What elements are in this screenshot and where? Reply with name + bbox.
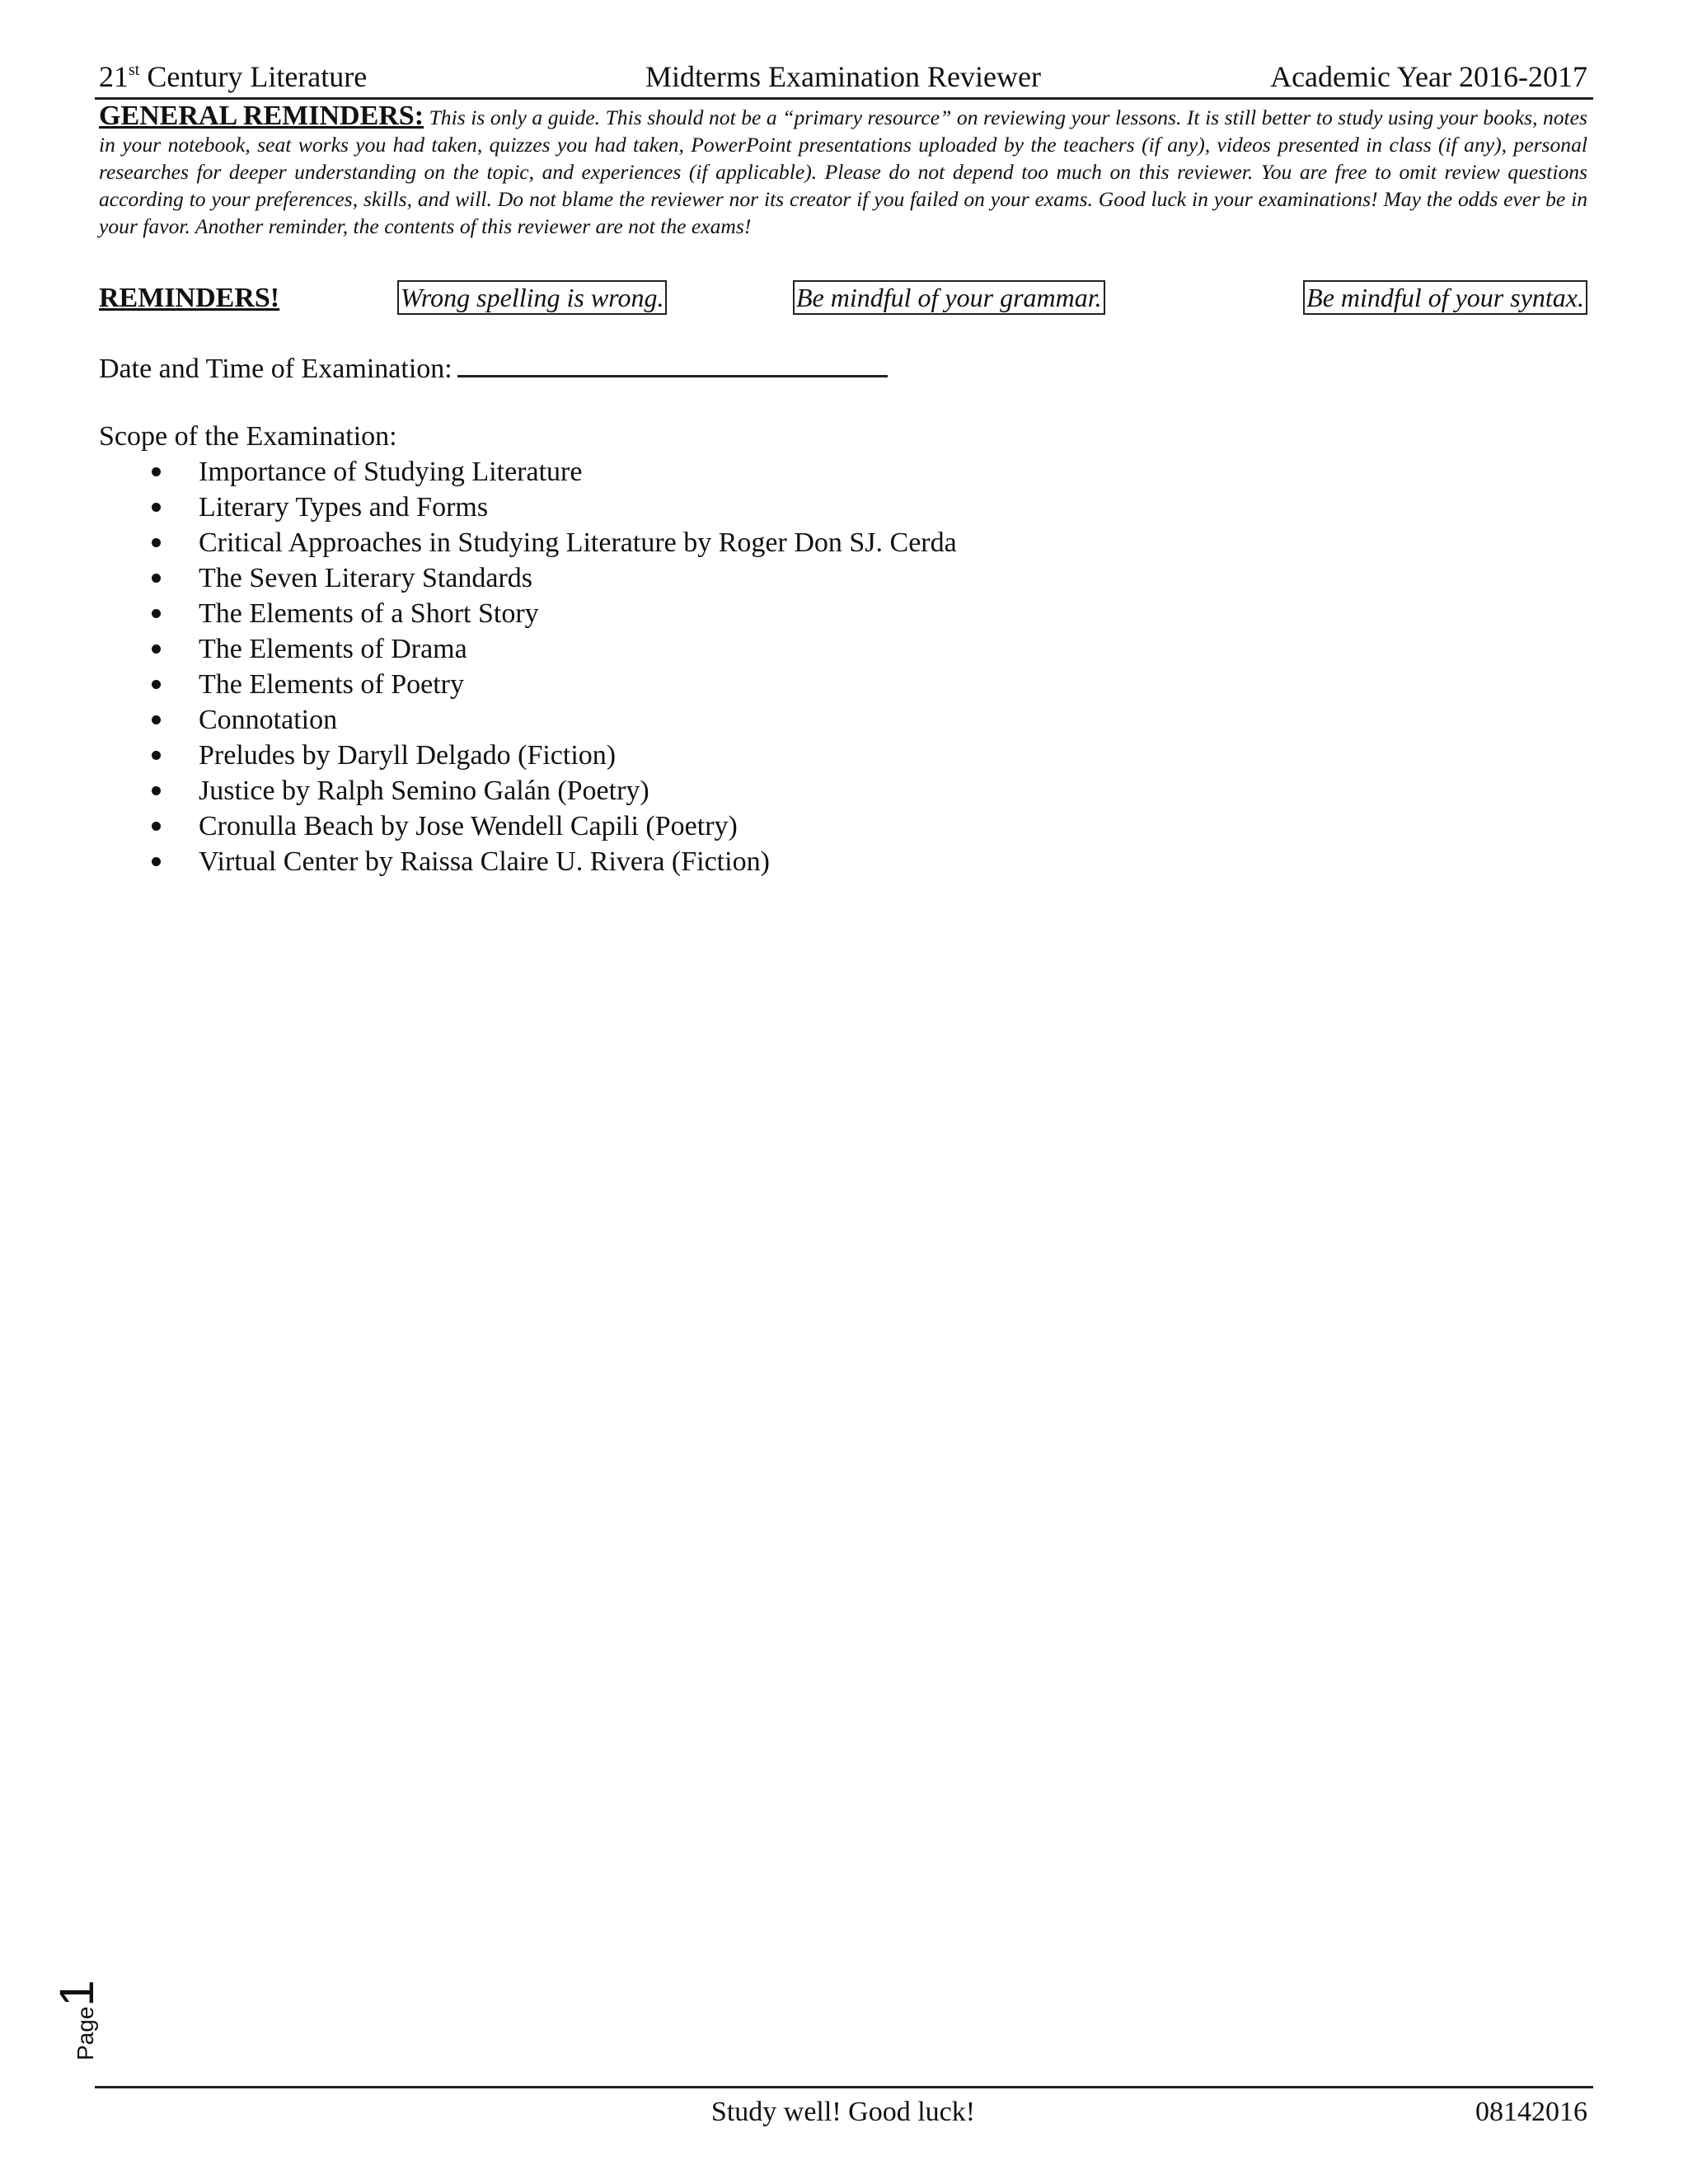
footer-code: 08142016 [1475, 2097, 1587, 2127]
header-divider [95, 97, 1593, 100]
bullet-icon [152, 574, 161, 583]
bullet-icon [152, 467, 161, 476]
bullet-icon [152, 609, 161, 618]
scope-item-text: Importance of Studying Literature [199, 457, 583, 487]
general-reminders-body: This is only a guide. This should not be a “primary resource” on reviewing your lessons. It is still better to study using your books, notes in your notebook, seat works you had taken, quizzes you had taken, PowerPoint presentations uploaded by the teachers (if any), videos presented in class (if any), personal researches for deeper understanding on the topic, and experiences (if applicable). Please do not depend too much on this reviewer. You are free to omit review questions according to your preferences, skills, and will. Do not blame the reviewer nor its creator if you failed on your exams. Good luck in your examinations! May the odds ever be in your favor. Another reminder, the contents of this reviewer are not the exams! [99, 105, 1587, 238]
scope-item-text: Cronulla Beach by Jose Wendell Capili (Poetry) [199, 811, 738, 841]
bullet-icon [152, 503, 161, 512]
scope-list-item [99, 596, 957, 631]
scope-list-item [99, 667, 957, 702]
scope-title: Scope of the Examination: [99, 421, 397, 452]
scope-item-text: The Elements of a Short Story [199, 598, 539, 629]
header-document-title: Midterms Examination Reviewer [645, 60, 1041, 93]
header-course-name: Century Literature [139, 60, 368, 93]
scope-list-item [99, 773, 957, 808]
header-academic-year: Academic Year 2016-2017 [1270, 60, 1587, 93]
bullet-icon [152, 538, 161, 547]
scope-list-item [99, 454, 957, 490]
scope-list-item [99, 490, 957, 525]
bullet-icon [152, 715, 161, 724]
scope-item-text: Literary Types and Forms [199, 492, 489, 523]
bullet-icon [152, 857, 161, 866]
scope-list-item [99, 525, 957, 560]
bullet-icon [152, 786, 161, 795]
footer-message: Study well! Good luck! [710, 2097, 976, 2127]
page-footer [99, 2093, 1587, 2131]
reminder-box-syntax: Be mindful of your syntax. [1303, 280, 1587, 315]
reminders-row [99, 280, 1587, 316]
exam-date-blank [457, 350, 888, 377]
page-number-word: Page [73, 2006, 98, 2060]
footer-divider [95, 2086, 1593, 2088]
scope-item-text: Critical Approaches in Studying Literature by Roger Don SJ. Cerda [199, 527, 957, 558]
header-course-ordinal: st [129, 61, 140, 79]
bullet-icon [152, 751, 161, 760]
bullet-icon [152, 822, 161, 831]
exam-date-line [99, 350, 888, 387]
scope-list-item [99, 560, 957, 596]
general-reminders [99, 102, 1587, 240]
scope-item-text: Preludes by Daryll Delgado (Fiction) [199, 740, 617, 771]
scope-list-item [99, 631, 957, 667]
bullet-icon [152, 644, 161, 654]
reminders-title: REMINDERS! [99, 283, 280, 313]
scope-item-text: Connotation [199, 705, 338, 735]
scope-item-text: The Elements of Poetry [199, 669, 464, 700]
scope-item-text: Virtual Center by Raissa Claire U. Rivera (Fiction) [199, 846, 770, 877]
scope-list-item [99, 702, 957, 738]
bullet-icon [152, 680, 161, 689]
scope-list [99, 454, 957, 879]
header-course-number: 21 [99, 60, 129, 93]
scope-list-item [99, 808, 957, 844]
reminder-box-grammar: Be mindful of your grammar. [793, 280, 1105, 315]
page-header [99, 59, 1587, 97]
scope-item-text: The Seven Literary Standards [199, 563, 533, 593]
exam-date-label: Date and Time of Examination: [99, 354, 452, 384]
page-number-rotated [49, 1961, 104, 2060]
scope-item-text: The Elements of Drama [199, 634, 467, 664]
scope-item-text: Justice by Ralph Semino Galán (Poetry) [199, 776, 649, 806]
general-reminders-title: GENERAL REMINDERS: [99, 101, 424, 131]
reminder-box-spelling: Wrong spelling is wrong. [397, 280, 667, 315]
scope-list-item [99, 738, 957, 773]
page-number-digit: 1 [50, 1980, 104, 2007]
scope-list-item [99, 844, 957, 879]
page-number [49, 1961, 104, 2060]
